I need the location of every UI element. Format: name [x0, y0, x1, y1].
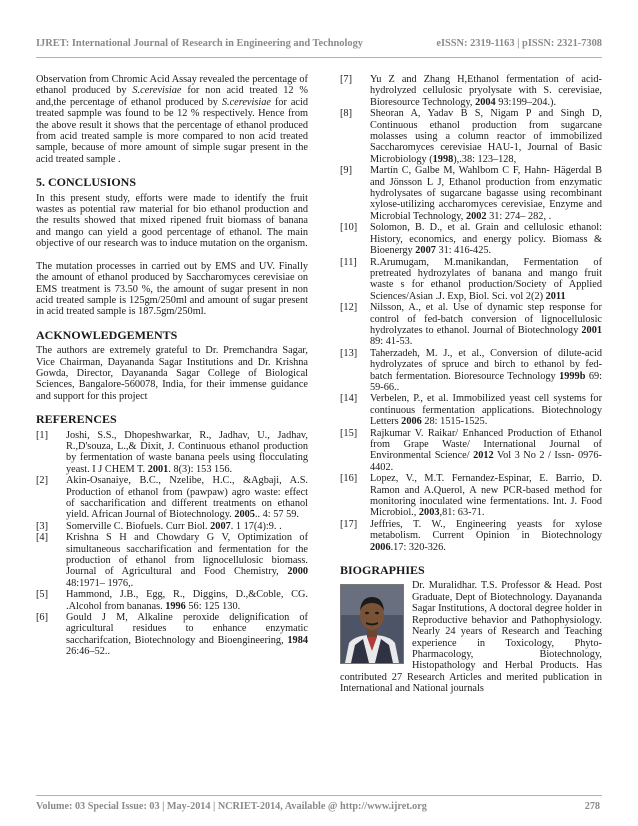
reference-item: [13] Taherzadeh, M. J., et al., Conversion of dilute-acid hydrolyzates of spruce and birch to ethanol by fed-batch fermentation. Bioresource Technology 1999b 69: 59-66..: [340, 347, 602, 393]
reference-item: [14] Verbelen, P., et al. Immobilized yeast cell systems for continuous fermentation applications. Biotechnology Letters 2006 28: 1515-1525.: [340, 393, 602, 428]
issn-label: eISSN: 2319-1163 | pISSN: 2321-7308: [436, 38, 602, 49]
reference-item: [4] Krishna S H and Chowdary G V, Optimization of simultaneous saccharification and fermentation for the production of ethanol from lignocellulosic biomass. Journal of Agricultural and Food Chemistry, 2000 48:1971– 1976,.: [36, 532, 308, 589]
reference-item: [12] Nilsson, A., et al. Use of dynamic step response for control of fed-batch conversion of lignocellulosic hydrolyzates to ethanol. Journal of Biotechnology 2001 89: 41-53.: [340, 302, 602, 348]
reference-item: [1] Joshi, S.S., Dhopeshwarkar, R., Jadhav, U., Jadhav, R.,D'souza, L.,& Dixit, J. Continuous ethanol production by fermentation of waste banana peels using flocculating yeast. I J CHEM T. 2001. 8(3): 153 156.: [36, 429, 308, 475]
acknowledgements-text: The authors are extremely grateful to Dr. Premchandra Sagar, Vice Chairman, Dayananda Sagar Institutions and Dr. Krishna Gowda, Director, Dayananda Sagar College of Biological Sciences, Bangalore-560078, India, for their immense guidance and support for this project: [36, 345, 308, 402]
reference-item: [16] Lopez, V., M.T. Fernandez-Espinar, E. Barrio, D. Ramon and A.Querol, A new PCR-based method for monitoring inoculated wine fermentations. Int. J. Food Microbiol., 2003,81: 63-71.: [340, 473, 602, 519]
reference-list-right: [340, 74, 602, 553]
references-heading: REFERENCES: [36, 412, 117, 427]
reference-item: [8] Sheoran A, Yadav B S, Nigam P and Singh D, Continuous ethanol production from sugarcane molasses using a column reactor of immobilized Saccharomyces cerevisiae HAU-1, Journal of Basic Microbiology (1998),.38: 123–128,: [340, 108, 602, 165]
reference-item: [15] Rajkumar V. Raikar/ Enhanced Production of Ethanol from Grape Waste/ International Journal of Environmental Science/ 2012 Vol 3 No 2 / Issn- 0976-4402.: [340, 427, 602, 473]
author-portrait-icon: [341, 585, 403, 663]
running-header: [36, 38, 602, 52]
reference-item: [9] Martín C, Galbe M, Wahlbom C F, Hahn- Hägerdal B and Jönsson L J, Ethanol production from enzymatic hydrolysates of sugarcane bagasse using recombinant xylose-utilizing accharomyces cerevisiae, Enzyme and Microbial Technology, 2002 31: 274– 282, .: [340, 165, 602, 222]
author-photo: [340, 584, 404, 664]
reference-item: [5] Hammond, J.B., Egg, R., Diggins, D.,&Coble, CG. .Alcohol from bananas. 1996 56: 125 130.: [36, 589, 308, 612]
conclusions-heading: 5. CONCLUSIONS: [36, 175, 137, 190]
reference-item: [17] Jeffries, T. W., Engineering yeasts for xylose metabolism. Current Opinion in Biotechnology 2006.17: 320-326.: [340, 518, 602, 553]
journal-title: IJRET: International Journal of Research in Engineering and Technology: [36, 38, 363, 49]
reference-item: [11] R.Arumugam, M.manikandan, Fermentation of pretreated hydrozylates of banana and mango fruit waste s for ethanol production/Society of Applied Sciences/Asian .J. Exp, Biol. Sci. vol 2(2) 2011: [340, 256, 602, 302]
volume-info: Volume: 03 Special Issue: 03 | May-2014 | NCRIET-2014, Available @ http://www.ijret.org: [36, 801, 427, 812]
running-footer: [36, 801, 602, 815]
reference-item: [2] Akin-Osanaiye, B.C., Nzelibe, H.C., &Agbaji, A.S. Production of ethanol from (pawpaw) agro waste: effect of saccharification and different treatments on ethanol yield. African Journal of Biotechnology. 2005.. 4: 57 59.: [36, 475, 308, 521]
right-column: [340, 74, 602, 695]
reference-item: [6] Gould J M, Alkaline peroxide delignification of agricultural residues to enhance enzymatic saccharifcation, Biotechnology and Bioengineering, 1984 26:46–52..: [36, 612, 308, 658]
conclusions-paragraph-2: The mutation processes in carried out by EMS and UV. Finally the amount of ethanol produced by Saccharomyces cerevisiae on EMS treatment is 73.50 %, the amount of sugar present in non acid treated sample is 125gm/250ml and amount of sugar present in acid treated sample is 187.5gm/250ml.: [36, 260, 308, 318]
reference-list-left: [36, 430, 308, 658]
biography-text: Dr. Muralidhar. T.S. Professor & Head. Post Graduate, Dept of Biotechnology. Dayananda Sagar Institutions, A doctoral degree holder in Reproductive behavior and Pathophysiology. Nearly 24 years of Research and Teaching experience in Toxicology, Phyto-Pharmacology, Biotechnology, Histopathology and Herbal Products. Has contributed 27 Research Articles and merited publication in International and National journals: [340, 580, 602, 695]
reference-item: [7] Yu Z and Zhang H,Ethanol fermentation of acid-hydrolyzed cellulosic pryolysate with S. cerevisiae, Bioresource Technology, 2004 93:199–204.).: [340, 74, 602, 108]
acknowledgements-heading: ACKNOWLEDGEMENTS: [36, 327, 178, 342]
left-column: [36, 74, 308, 658]
reference-item: [10] Solomon, B. D., et al. Grain and cellulosic ethanol: History, economics, and energy policy. Biomass & Bioenergy 2007 31: 416-425.: [340, 222, 602, 257]
biographies-heading: BIOGRAPHIES: [340, 563, 425, 578]
page-number: 278: [584, 801, 600, 812]
biography-block: [340, 580, 602, 694]
conclusions-paragraph-1: In this present study, efforts were made to identify the fruit wastes as potential raw material for bio ethanol production and the results showed that mixed ripened fruit biomass of banana and mango can yield a good percentage of ethanol. The main objective of our research was to induce mutation on the organism.: [36, 192, 308, 250]
header-rule: [36, 57, 602, 58]
reference-item: [3] Somerville C. Biofuels. Curr Biol. 2007. 1 17(4):9. .: [36, 520, 282, 532]
footer-rule: [36, 795, 602, 796]
intro-paragraph: Observation from Chromic Acid Assay revealed the percentage of ethanol produced by S.cerevisiae for non acid treated 12 % and,the percentage of ethanol produced by S.cerevisiae for acid treated sapmple was found to be 12 % respectively. Hence from the above result it shows that the percentage of ethanol produced from acid treated sample is more compared to non acid treated sample, because of more amount of simple sugar present in the acid treated sample .: [36, 74, 308, 165]
